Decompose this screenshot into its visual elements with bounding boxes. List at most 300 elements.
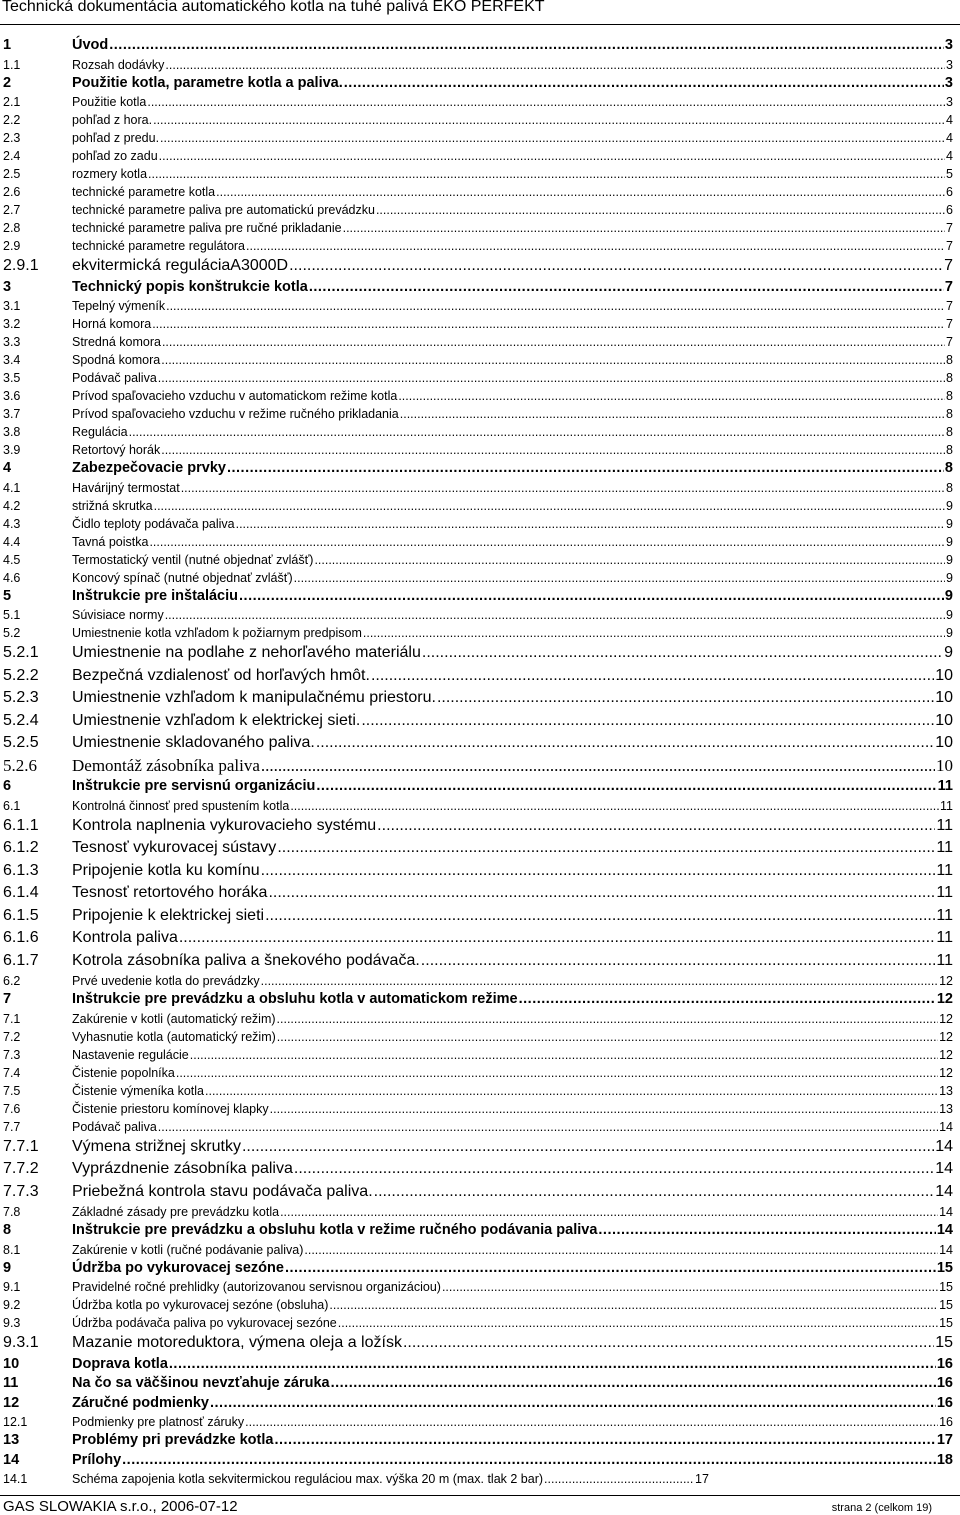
toc-dot-leader (290, 797, 939, 815)
toc-entry-number: 7.7.1 (3, 1137, 39, 1155)
toc-entry[interactable] (0, 147, 953, 165)
toc-entry-page: 14 (935, 1137, 953, 1155)
toc-entry-title: Pripojenie k elektrickej sieti (72, 906, 265, 924)
toc-entry-title: Základné zásady pre prevádzku kotla (72, 1205, 280, 1219)
toc-entry-number: 3 (3, 278, 12, 295)
toc-entry[interactable] (0, 1028, 953, 1046)
toc-entry[interactable] (0, 990, 953, 1010)
toc-entry[interactable] (0, 333, 953, 351)
toc-entry-number: 1 (3, 37, 12, 53)
toc-entry-number: 2 (3, 74, 12, 91)
toc-dot-leader (304, 1241, 938, 1259)
toc-entry-number: 7.7.3 (3, 1182, 39, 1200)
toc-dot-leader (280, 1203, 938, 1221)
toc-entry-number: 9.3.1 (3, 1334, 39, 1351)
toc-entry[interactable] (0, 459, 953, 479)
toc-entry-title: rozmery kotla (72, 167, 148, 181)
toc-entry-page: 12 (936, 991, 953, 1007)
toc-entry[interactable] (0, 860, 953, 883)
toc-entry-title: Bezpečná vzdialenosť od horľavých hmôt. (72, 666, 370, 684)
toc-entry[interactable] (0, 732, 953, 755)
toc-entry[interactable] (0, 882, 953, 905)
toc-entry-page: 6 (946, 203, 953, 217)
toc-dot-leader (162, 333, 945, 351)
toc-entry-page: 14 (936, 1222, 953, 1238)
toc-entry[interactable] (0, 710, 953, 733)
toc-entry-page: 15 (935, 1334, 953, 1351)
toc-entry[interactable] (0, 111, 953, 129)
toc-entry-number: 4.5 (3, 552, 21, 567)
toc-dot-leader (265, 905, 935, 928)
toc-entry-title: Výmena strižnej skrutky (72, 1137, 241, 1155)
toc-entry-page: 13 (939, 1083, 953, 1098)
toc-entry-page: 12 (939, 974, 953, 988)
toc-entry[interactable] (0, 1259, 953, 1279)
toc-entry-title: Kontrolná činnosť pred spustením kotla (72, 798, 290, 813)
toc-entry[interactable] (0, 815, 953, 838)
toc-dot-leader (437, 687, 934, 710)
toc-entry-title: Kotrola zásobníka paliva a šnekového podávača. (72, 951, 420, 969)
toc-entry[interactable] (0, 551, 953, 569)
toc-entry-title: Retortový horák (72, 443, 161, 457)
toc-entry-page: 9 (946, 534, 953, 549)
toc-entry-title: Vyprázdnenie zásobníka paliva (72, 1160, 293, 1177)
toc-entry-page: 12 (939, 1011, 953, 1026)
toc-dot-leader (152, 315, 945, 333)
toc-entry-number: 13 (3, 1432, 20, 1448)
toc-entry-title: Na čo sa väčšinou nevzťahuje záruka (72, 1375, 330, 1391)
toc-entry[interactable] (0, 1082, 953, 1100)
toc-entry[interactable] (0, 201, 953, 219)
toc-dot-leader (316, 777, 936, 797)
toc-entry-title: Schéma zapojenia kotla sekvitermickou reguláciou max. výška 20 m (max. tlak 2 bar) (72, 1472, 544, 1486)
toc-entry-title: Spodná komora (72, 353, 161, 367)
toc-entry[interactable] (0, 1181, 953, 1204)
toc-entry-title: technické parametre paliva pre automatickú prevádzku (72, 203, 375, 217)
toc-entry-title: Priebežná kontrola stavu podávača paliva. (72, 1182, 373, 1200)
toc-entry-title: Regulácia (72, 425, 128, 439)
toc-entry-page: 9 (946, 570, 953, 585)
toc-entry-page: 11 (936, 816, 953, 834)
toc-entry-number: 7 (3, 991, 12, 1007)
toc-entry-number: 2.3 (3, 131, 21, 145)
toc-entry[interactable] (0, 1100, 953, 1118)
toc-entry-number: 14.1 (3, 1472, 28, 1486)
toc-entry-number: 7.7.2 (3, 1160, 39, 1177)
toc-entry[interactable] (0, 1278, 953, 1296)
toc-entry-title: Tesnosť vykurovacej sústavy (72, 839, 277, 856)
toc-dot-leader (361, 710, 934, 733)
toc-entry-title: Tesnosť retortového horáka (72, 884, 268, 901)
toc-dot-leader (161, 441, 945, 459)
toc-entry-page: 14 (939, 1242, 953, 1257)
toc-dot-leader (161, 351, 945, 369)
toc-entry-title: Koncový spínač (nutné objednať zvlášť) (72, 570, 293, 585)
toc-entry-page: 7 (944, 257, 953, 274)
toc-entry[interactable] (0, 665, 953, 688)
toc-entry-number: 4.6 (3, 570, 21, 585)
toc-entry-page: 9 (946, 608, 953, 622)
toc-entry[interactable] (0, 405, 953, 423)
toc-dot-leader (149, 533, 945, 551)
toc-entry-number: 3.6 (3, 389, 21, 403)
toc-entry[interactable] (0, 687, 953, 710)
toc-entry-title: Havárijný termostat (72, 480, 180, 495)
toc-entry-page: 17 (936, 1432, 953, 1448)
toc-entry-number: 2.9 (3, 239, 21, 253)
toc-entry[interactable] (0, 1046, 953, 1064)
toc-dot-leader (544, 1470, 694, 1488)
toc-dot-leader (377, 815, 935, 838)
toc-entry-number: 8 (3, 1222, 12, 1238)
toc-entry[interactable] (0, 642, 953, 665)
toc-dot-leader (122, 1451, 936, 1471)
toc-entry[interactable] (0, 777, 953, 797)
toc-entry-title: Horná komora (72, 317, 152, 331)
toc-entry-title: pohľad z hora. (72, 113, 153, 127)
toc-entry-page: 16 (939, 1415, 953, 1429)
toc-entry-number: 8.1 (3, 1242, 21, 1257)
toc-dot-leader (421, 950, 936, 973)
toc-entry-title: ekvitermická reguláciaA3000D (72, 257, 289, 274)
toc-entry-page: 4 (946, 149, 953, 163)
toc-entry-number: 3.9 (3, 443, 21, 457)
toc-dot-leader (236, 515, 945, 533)
toc-dot-leader (227, 459, 944, 479)
toc-entry[interactable] (0, 1296, 953, 1314)
toc-entry-number: 6.1.7 (3, 951, 39, 969)
toc-entry[interactable] (0, 515, 953, 533)
toc-entry[interactable] (0, 369, 953, 387)
toc-entry-number: 5.2.3 (3, 689, 39, 706)
toc-entry-title: Úvod (72, 37, 109, 53)
toc-entry-title: Kontrola naplnenia vykurovacieho systému (72, 816, 377, 834)
toc-dot-leader (316, 732, 934, 755)
toc-entry-page: 17 (695, 1472, 709, 1486)
toc-dot-leader (270, 1100, 938, 1118)
toc-dot-leader (205, 1082, 938, 1100)
document-title: Technická dokumentácia automatického kotla na tuhé palivá EKO PERFEKT (2, 0, 545, 15)
toc-entry[interactable] (0, 1451, 953, 1471)
toc-entry-number: 6.1.6 (3, 929, 39, 946)
toc-dot-leader (398, 387, 945, 405)
toc-entry-title: Pripojenie kotla ku komínu (72, 861, 260, 879)
toc-entry[interactable] (0, 569, 953, 587)
toc-entry[interactable] (0, 183, 953, 201)
toc-entry-title: Tavná poistka (72, 534, 149, 549)
toc-entry-page: 11 (936, 884, 953, 901)
toc-entry-number: 5.1 (3, 608, 21, 622)
toc-entry-title: Kontrola paliva (72, 929, 178, 946)
toc-entry-title: Prílohy (72, 1451, 122, 1468)
toc-entry-title: Umiestnenie skladovaného paliva. (72, 734, 315, 751)
toc-dot-leader (363, 624, 945, 642)
toc-entry-page: 7 (946, 299, 953, 313)
toc-entry-number: 5 (3, 587, 12, 604)
toc-entry[interactable] (0, 1374, 953, 1394)
toc-dot-leader (598, 1221, 935, 1241)
toc-entry[interactable] (0, 1064, 953, 1082)
toc-dot-leader (245, 1413, 938, 1431)
toc-entry[interactable] (0, 927, 953, 950)
toc-entry-number: 6.1.2 (3, 839, 39, 856)
toc-entry-page: 9 (946, 552, 953, 567)
toc-dot-leader (176, 1064, 938, 1082)
toc-entry[interactable] (0, 950, 953, 973)
toc-dot-leader (261, 755, 935, 778)
toc-entry-page: 7 (944, 278, 953, 295)
toc-entry-page: 18 (936, 1451, 953, 1468)
toc-entry[interactable] (0, 1010, 953, 1028)
toc-dot-leader (274, 1431, 935, 1451)
toc-entry-page: 9 (946, 626, 953, 640)
toc-entry-number: 7.4 (3, 1065, 21, 1080)
toc-dot-leader (239, 587, 944, 607)
toc-entry[interactable] (0, 219, 953, 237)
toc-dot-leader (294, 1158, 934, 1181)
toc-entry-title: Prívod spaľovacieho vzduchu v automatickom režime kotla (72, 389, 398, 403)
toc-entry-page: 11 (936, 929, 953, 946)
toc-entry-page: 11 (936, 861, 953, 879)
toc-entry-number: 7.5 (3, 1083, 21, 1098)
toc-dot-leader (294, 569, 945, 587)
toc-entry-title: Tepelný výmeník (72, 299, 166, 313)
toc-entry-title: Inštrukcie pre prevádzku a obsluhu kotla v režime ručného podávania paliva (72, 1222, 598, 1238)
toc-entry[interactable] (0, 972, 953, 990)
toc-entry-number: 6.2 (3, 974, 21, 988)
toc-entry-title: Termostatický ventil (nutné objednať zvlášť) (72, 552, 314, 567)
toc-entry-title: Umiestnenie vzhľadom k elektrickej sieti. (72, 711, 361, 729)
toc-entry[interactable] (0, 1136, 953, 1159)
toc-entry-number: 1.1 (3, 57, 21, 72)
toc-entry-number: 6.1.5 (3, 906, 39, 924)
toc-dot-leader (169, 1355, 936, 1375)
toc-entry-title: pohľad z predu. (72, 131, 160, 145)
toc-dot-leader (371, 665, 934, 688)
toc-entry-number: 9.1 (3, 1280, 21, 1294)
toc-entry-page: 3 (946, 95, 953, 109)
toc-entry-page: 16 (936, 1375, 953, 1391)
toc-dot-leader (268, 882, 935, 905)
toc-entry-number: 7.6 (3, 1101, 21, 1116)
toc-entry-title: Inštrukcie pre prevádzku a obsluhu kotla v automatickom režime (72, 991, 518, 1007)
toc-entry-page: 8 (946, 425, 953, 439)
toc-entry[interactable] (0, 1241, 953, 1259)
toc-entry-page: 10 (936, 755, 953, 775)
toc-entry-number: 2.1 (3, 95, 21, 109)
toc-entry-page: 15 (939, 1298, 953, 1312)
toc-entry-number: 5.2.2 (3, 666, 39, 684)
toc-entry[interactable] (0, 351, 953, 369)
toc-dot-leader (376, 201, 945, 219)
toc-entry-title: Stredná komora (72, 335, 161, 349)
toc-entry-page: 3 (946, 57, 953, 72)
toc-entry-page: 3 (944, 74, 953, 91)
toc-entry[interactable] (0, 56, 953, 74)
toc-entry-number: 7.3 (3, 1047, 21, 1062)
toc-dot-leader (261, 972, 938, 990)
toc-entry-number: 6.1 (3, 798, 21, 813)
toc-entry[interactable] (0, 93, 953, 111)
toc-entry[interactable] (0, 278, 953, 298)
toc-entry-page: 15 (939, 1316, 953, 1330)
toc-entry-number: 6 (3, 778, 12, 794)
toc-entry-page: 11 (937, 778, 953, 794)
toc-entry-title: Rozsah dodávky (72, 57, 165, 72)
toc-entry-number: 7.2 (3, 1029, 21, 1044)
toc-entry[interactable] (0, 1355, 953, 1375)
toc-entry-page: 8 (946, 389, 953, 403)
toc-entry[interactable] (0, 1470, 953, 1488)
toc-dot-leader (242, 1136, 934, 1159)
toc-entry-page: 7 (946, 239, 953, 253)
toc-dot-leader (277, 1010, 939, 1028)
toc-entry-number: 6.1.4 (3, 884, 39, 901)
toc-entry-number: 5.2.6 (3, 755, 37, 775)
toc-entry[interactable] (0, 797, 953, 815)
toc-entry[interactable] (0, 479, 953, 497)
toc-entry-page: 7 (946, 221, 953, 235)
toc-entry[interactable] (0, 1332, 953, 1355)
toc-entry-page: 10 (935, 711, 953, 729)
toc-entry-number: 3.1 (3, 299, 21, 313)
toc-entry[interactable] (0, 297, 953, 315)
toc-entry-number: 5.2 (3, 626, 21, 640)
toc-entry-title: Prívod spaľovacieho vzduchu v režime ručného prikladania (72, 407, 399, 421)
toc-dot-leader (154, 497, 945, 515)
toc-entry-page: 9 (946, 516, 953, 531)
toc-dot-leader (181, 479, 945, 497)
toc-entry-number: 9.3 (3, 1316, 21, 1330)
toc-entry-number: 3.5 (3, 371, 21, 385)
table-of-contents (0, 36, 960, 1488)
toc-entry-number: 4.4 (3, 534, 21, 549)
toc-dot-leader (285, 1259, 936, 1279)
toc-dot-leader (210, 1394, 936, 1414)
toc-entry[interactable] (0, 624, 953, 642)
toc-dot-leader (153, 111, 945, 129)
toc-entry-title: Čistenie výmeníka kotla (72, 1083, 205, 1098)
toc-entry-title: Čistenie popolníka (72, 1065, 175, 1080)
toc-entry[interactable] (0, 237, 953, 255)
toc-entry[interactable] (0, 497, 953, 515)
toc-entry-number: 4.2 (3, 498, 21, 513)
toc-entry-title: Čistenie priestoru komínovej klapky (72, 1101, 269, 1116)
toc-dot-leader (147, 93, 945, 111)
toc-entry-title: Inštrukcie pre inštaláciu (72, 587, 239, 604)
toc-entry[interactable] (0, 587, 953, 607)
toc-dot-leader (344, 74, 944, 94)
toc-entry[interactable] (0, 165, 953, 183)
toc-entry[interactable] (0, 1118, 953, 1136)
toc-entry-title: Umiestnenie vzhľadom k manipulačnému priestoru. (72, 689, 436, 706)
toc-entry-page: 15 (936, 1259, 953, 1276)
toc-entry[interactable] (0, 315, 953, 333)
toc-entry-page: 8 (944, 460, 953, 476)
toc-entry-page: 15 (939, 1280, 953, 1294)
toc-dot-leader (158, 369, 945, 387)
toc-entry[interactable] (0, 255, 953, 278)
toc-entry-page: 12 (939, 1047, 953, 1062)
toc-entry[interactable] (0, 36, 953, 56)
toc-entry[interactable] (0, 74, 953, 94)
toc-entry-title: Vyhasnutie kotla (automatický režim) (72, 1029, 276, 1044)
toc-dot-leader (109, 36, 944, 56)
toc-entry[interactable] (0, 387, 953, 405)
toc-entry-page: 12 (939, 1029, 953, 1044)
toc-entry[interactable] (0, 1431, 953, 1451)
toc-dot-leader (165, 606, 945, 624)
toc-entry-page: 8 (946, 480, 953, 495)
toc-entry-title: Záručné podmienky (72, 1394, 209, 1411)
toc-entry[interactable] (0, 533, 953, 551)
toc-dot-leader (179, 927, 936, 950)
toc-entry[interactable] (0, 1158, 953, 1181)
toc-entry-title: Prvé uvedenie kotla do prevádzky (72, 974, 260, 988)
toc-entry[interactable] (0, 423, 953, 441)
toc-entry-number: 3.8 (3, 425, 21, 439)
footer-company-date: GAS SLOWAKIA s.r.o., 2006-07-12 (3, 1498, 238, 1515)
toc-entry-page: 4 (946, 131, 953, 145)
toc-entry[interactable] (0, 905, 953, 928)
toc-entry-title: Pravidelné ročné prehlidky (autorizovanou servisnou organizáciou) (72, 1280, 441, 1294)
toc-entry[interactable] (0, 441, 953, 459)
toc-entry-title: Demontáž zásobníka paliva (72, 755, 260, 775)
toc-entry-number: 4.1 (3, 480, 21, 495)
toc-entry-title: Podávač paliva (72, 1119, 157, 1134)
toc-entry-number: 3.4 (3, 353, 21, 367)
toc-dot-leader (158, 1118, 938, 1136)
toc-entry-page: 7 (946, 335, 953, 349)
toc-dot-leader (309, 278, 944, 298)
toc-entry-page: 4 (946, 113, 953, 127)
toc-entry-page: 5 (946, 167, 953, 181)
toc-entry[interactable] (0, 1221, 953, 1241)
page-header (0, 0, 960, 25)
toc-entry-number: 4.3 (3, 516, 21, 531)
toc-entry[interactable] (0, 1413, 953, 1431)
toc-entry-number: 2.2 (3, 113, 21, 127)
toc-entry[interactable] (0, 129, 953, 147)
toc-entry-title: Nastavenie regulácie (72, 1047, 189, 1062)
toc-entry-page: 13 (939, 1101, 953, 1116)
toc-dot-leader (329, 1296, 938, 1314)
toc-entry[interactable] (0, 755, 953, 778)
toc-entry-number: 11 (3, 1375, 19, 1391)
toc-entry-number: 2.4 (3, 149, 21, 163)
toc-entry[interactable] (0, 1394, 953, 1414)
toc-entry-page: 14 (939, 1119, 953, 1134)
toc-entry[interactable] (0, 606, 953, 624)
toc-entry-number: 6.1.1 (3, 816, 39, 834)
toc-entry-page: 7 (946, 317, 953, 331)
toc-entry-page: 8 (946, 443, 953, 457)
toc-dot-leader (129, 423, 945, 441)
toc-entry-page: 10 (935, 689, 953, 706)
toc-entry-title: Technický popis konštrukcie kotla (72, 278, 308, 295)
toc-entry-title: Doprava kotla (72, 1355, 168, 1372)
toc-entry-number: 7.1 (3, 1011, 21, 1026)
toc-entry-number: 9.2 (3, 1298, 21, 1312)
toc-entry[interactable] (0, 1314, 953, 1332)
toc-entry[interactable] (0, 1203, 953, 1221)
toc-entry-number: 5.2.4 (3, 711, 39, 729)
toc-entry-title: technické parametre kotla (72, 185, 216, 199)
toc-entry-page: 14 (939, 1205, 953, 1219)
toc-entry[interactable] (0, 837, 953, 860)
toc-dot-leader (400, 405, 945, 423)
toc-entry-title: pohľad zo zadu (72, 149, 158, 163)
